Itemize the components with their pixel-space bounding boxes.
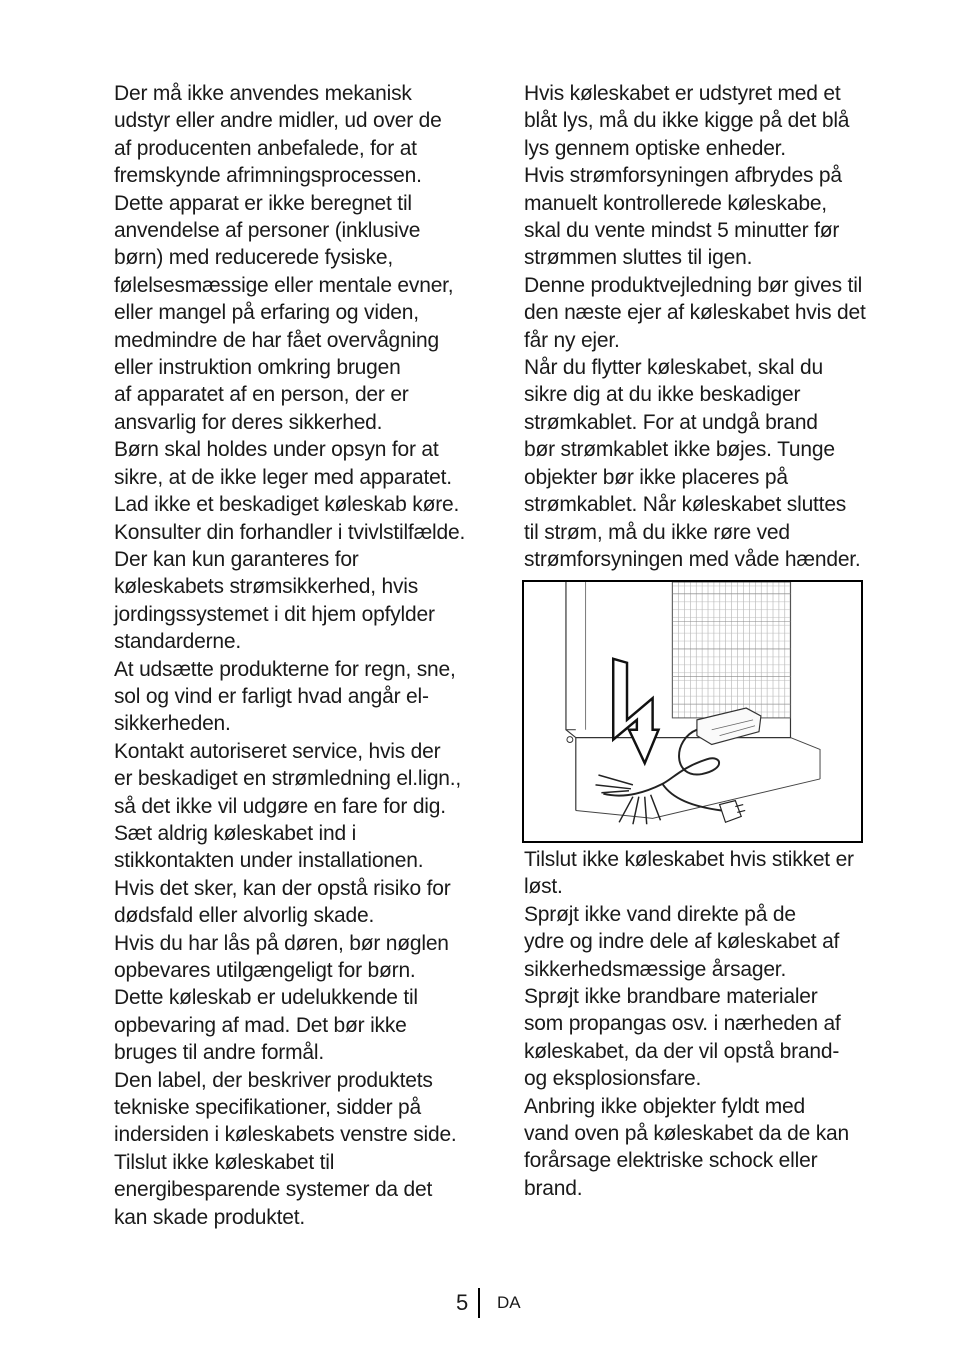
left-column <box>114 80 494 1231</box>
crush-marks <box>595 775 660 824</box>
text-line: sikre, at de ikke leger med apparatet. <box>114 465 452 489</box>
condenser-coil <box>672 582 790 718</box>
text-line: manuelt kontrollerede køleskabe, <box>524 191 827 215</box>
text-line: af apparatet af en person, der er <box>114 383 409 407</box>
text-line: stikkontakten under installationen. <box>114 849 424 873</box>
text-line: skal du vente mindst 5 minutter før <box>524 219 840 243</box>
text-line: strømforsyningen med våde hænder. <box>524 547 861 571</box>
text-line: forårsage elektriske schock eller <box>524 1149 818 1173</box>
page-footer <box>0 1288 954 1318</box>
text-line: kan skade produktet. <box>114 1205 305 1229</box>
text-line: Anbring ikke objekter fyldt med <box>524 1094 805 1118</box>
text-line: Sprøjt ikke brandbare materialer <box>524 985 818 1009</box>
text-line: ydre og indre dele af køleskabet af <box>524 930 840 954</box>
text-line: lys gennem optiske enheder. <box>524 136 786 160</box>
text-line: dødsfald eller alvorlig skade. <box>114 904 375 928</box>
text-line: objekter bør ikke placeres på <box>524 465 788 489</box>
text-line: brand. <box>524 1176 583 1200</box>
text-line: og eksplosionsfare. <box>524 1067 702 1091</box>
page-number: 5 <box>456 1290 469 1315</box>
text-line: Der kan kun garanteres for <box>114 547 359 571</box>
text-line: vand oven på køleskabet da de kan <box>524 1122 849 1146</box>
text-line: bruges til andre formål. <box>114 1041 324 1065</box>
right-column-top <box>524 80 874 573</box>
text-line: blåt lys, må du ikke kigge på det blå <box>524 109 850 133</box>
text-line: Dette køleskab er udelukkende til <box>114 986 418 1010</box>
right-column-bottom <box>524 846 874 1202</box>
text-line: køleskabets strømsikkerhed, hvis <box>114 575 419 599</box>
text-line: børn) med reducerede fysiske, <box>114 246 393 270</box>
text-line: som propangas osv. i nærheden af <box>524 1012 841 1036</box>
text-line: Den label, der beskriver produktets <box>114 1068 433 1092</box>
fridge-power-cable-illustration <box>522 580 863 843</box>
text-line: af producenten anbefalede, for at <box>114 136 417 160</box>
text-line: den næste ejer af køleskabet hvis det <box>524 301 866 325</box>
text-line: til strøm, må du ikke røre ved <box>524 520 790 544</box>
text-line: følelsesmæssige eller mentale evner, <box>114 273 454 297</box>
text-line: udstyr eller andre midler, ud over de <box>114 109 442 133</box>
text-line: fremskynde afrimningsprocessen. <box>114 164 422 188</box>
language-code: DA <box>497 1293 521 1312</box>
text-line: løst. <box>524 875 563 899</box>
text-line: får ny ejer. <box>524 328 620 352</box>
text-line: Dette apparat er ikke beregnet til <box>114 191 412 215</box>
text-line: standarderne. <box>114 630 241 654</box>
power-cable <box>603 730 745 823</box>
text-line: Hvis du har lås på døren, bør nøglen <box>114 931 449 955</box>
text-line: Tilslut ikke køleskabet til <box>114 1150 335 1174</box>
text-line: Lad ikke et beskadiget køleskab køre. <box>114 493 460 517</box>
text-line: energibesparende systemer da det <box>114 1178 433 1202</box>
lightning-arrow-icon <box>613 659 658 763</box>
text-line: At udsætte produkterne for regn, sne, <box>114 657 456 681</box>
text-line: jordingssystemet i dit hjem opfylder <box>114 602 435 626</box>
text-line: sikkerheden. <box>114 712 231 736</box>
text-line: sikkerhedsmæssige årsager. <box>524 957 787 981</box>
text-line: strømkablet. For at undgå brand <box>524 410 818 434</box>
text-line: Hvis køleskabet er udstyret med et <box>524 82 841 105</box>
text-line: er beskadiget en strømledning el.lign., <box>114 767 462 791</box>
text-line: tekniske specifikationer, sidder på <box>114 1096 422 1120</box>
text-line: Hvis strømforsyningen afbrydes på <box>524 164 842 188</box>
text-line: opbevares utilgængeligt for børn. <box>114 959 416 982</box>
text-line: køleskabet, da der vil opstå brand- <box>524 1039 840 1063</box>
text-line: strømmen sluttes til igen. <box>524 246 753 270</box>
text-line: Denne produktvejledning bør gives til <box>524 273 863 297</box>
text-line: anvendelse af personer (inklusive <box>114 219 421 243</box>
footer-divider <box>478 1288 480 1318</box>
text-line: Når du flytter køleskabet, skal du <box>524 356 823 380</box>
text-line: Konsulter din forhandler i tvivlstilfælde. <box>114 520 466 544</box>
text-line: Tilslut ikke køleskabet hvis stikket er <box>524 848 854 871</box>
text-line: eller mangel på erfaring og viden, <box>114 301 419 325</box>
text-line: medmindre de har fået overvågning <box>114 328 439 352</box>
text-line: sikre dig at du ikke beskadiger <box>524 383 801 407</box>
text-line: Hvis det sker, kan der opstå risiko for <box>114 876 451 900</box>
text-line: sol og vind er farligt hvad angår el- <box>114 684 429 708</box>
text-line: bør strømkablet ikke bøjes. Tunge <box>524 438 835 462</box>
text-line: ansvarlig for deres sikkerhed. <box>114 410 383 434</box>
text-line: indersiden i køleskabets venstre side. <box>114 1123 457 1147</box>
text-line: strømkablet. Når køleskabet sluttes <box>524 493 847 517</box>
text-line: Sæt aldrig køleskabet ind i <box>114 821 357 845</box>
text-line: så det ikke vil udgøre en fare for dig. <box>114 794 446 818</box>
text-line: Der må ikke anvendes mekanisk <box>114 82 412 105</box>
text-line: Børn skal holdes under opsyn for at <box>114 438 439 462</box>
text-line: opbevaring af mad. Det bør ikke <box>114 1013 407 1037</box>
text-line: Sprøjt ikke vand direkte på de <box>524 902 796 926</box>
text-line: Kontakt autoriseret service, hvis der <box>114 739 441 763</box>
text-line: eller instruktion omkring brugen <box>114 356 401 380</box>
